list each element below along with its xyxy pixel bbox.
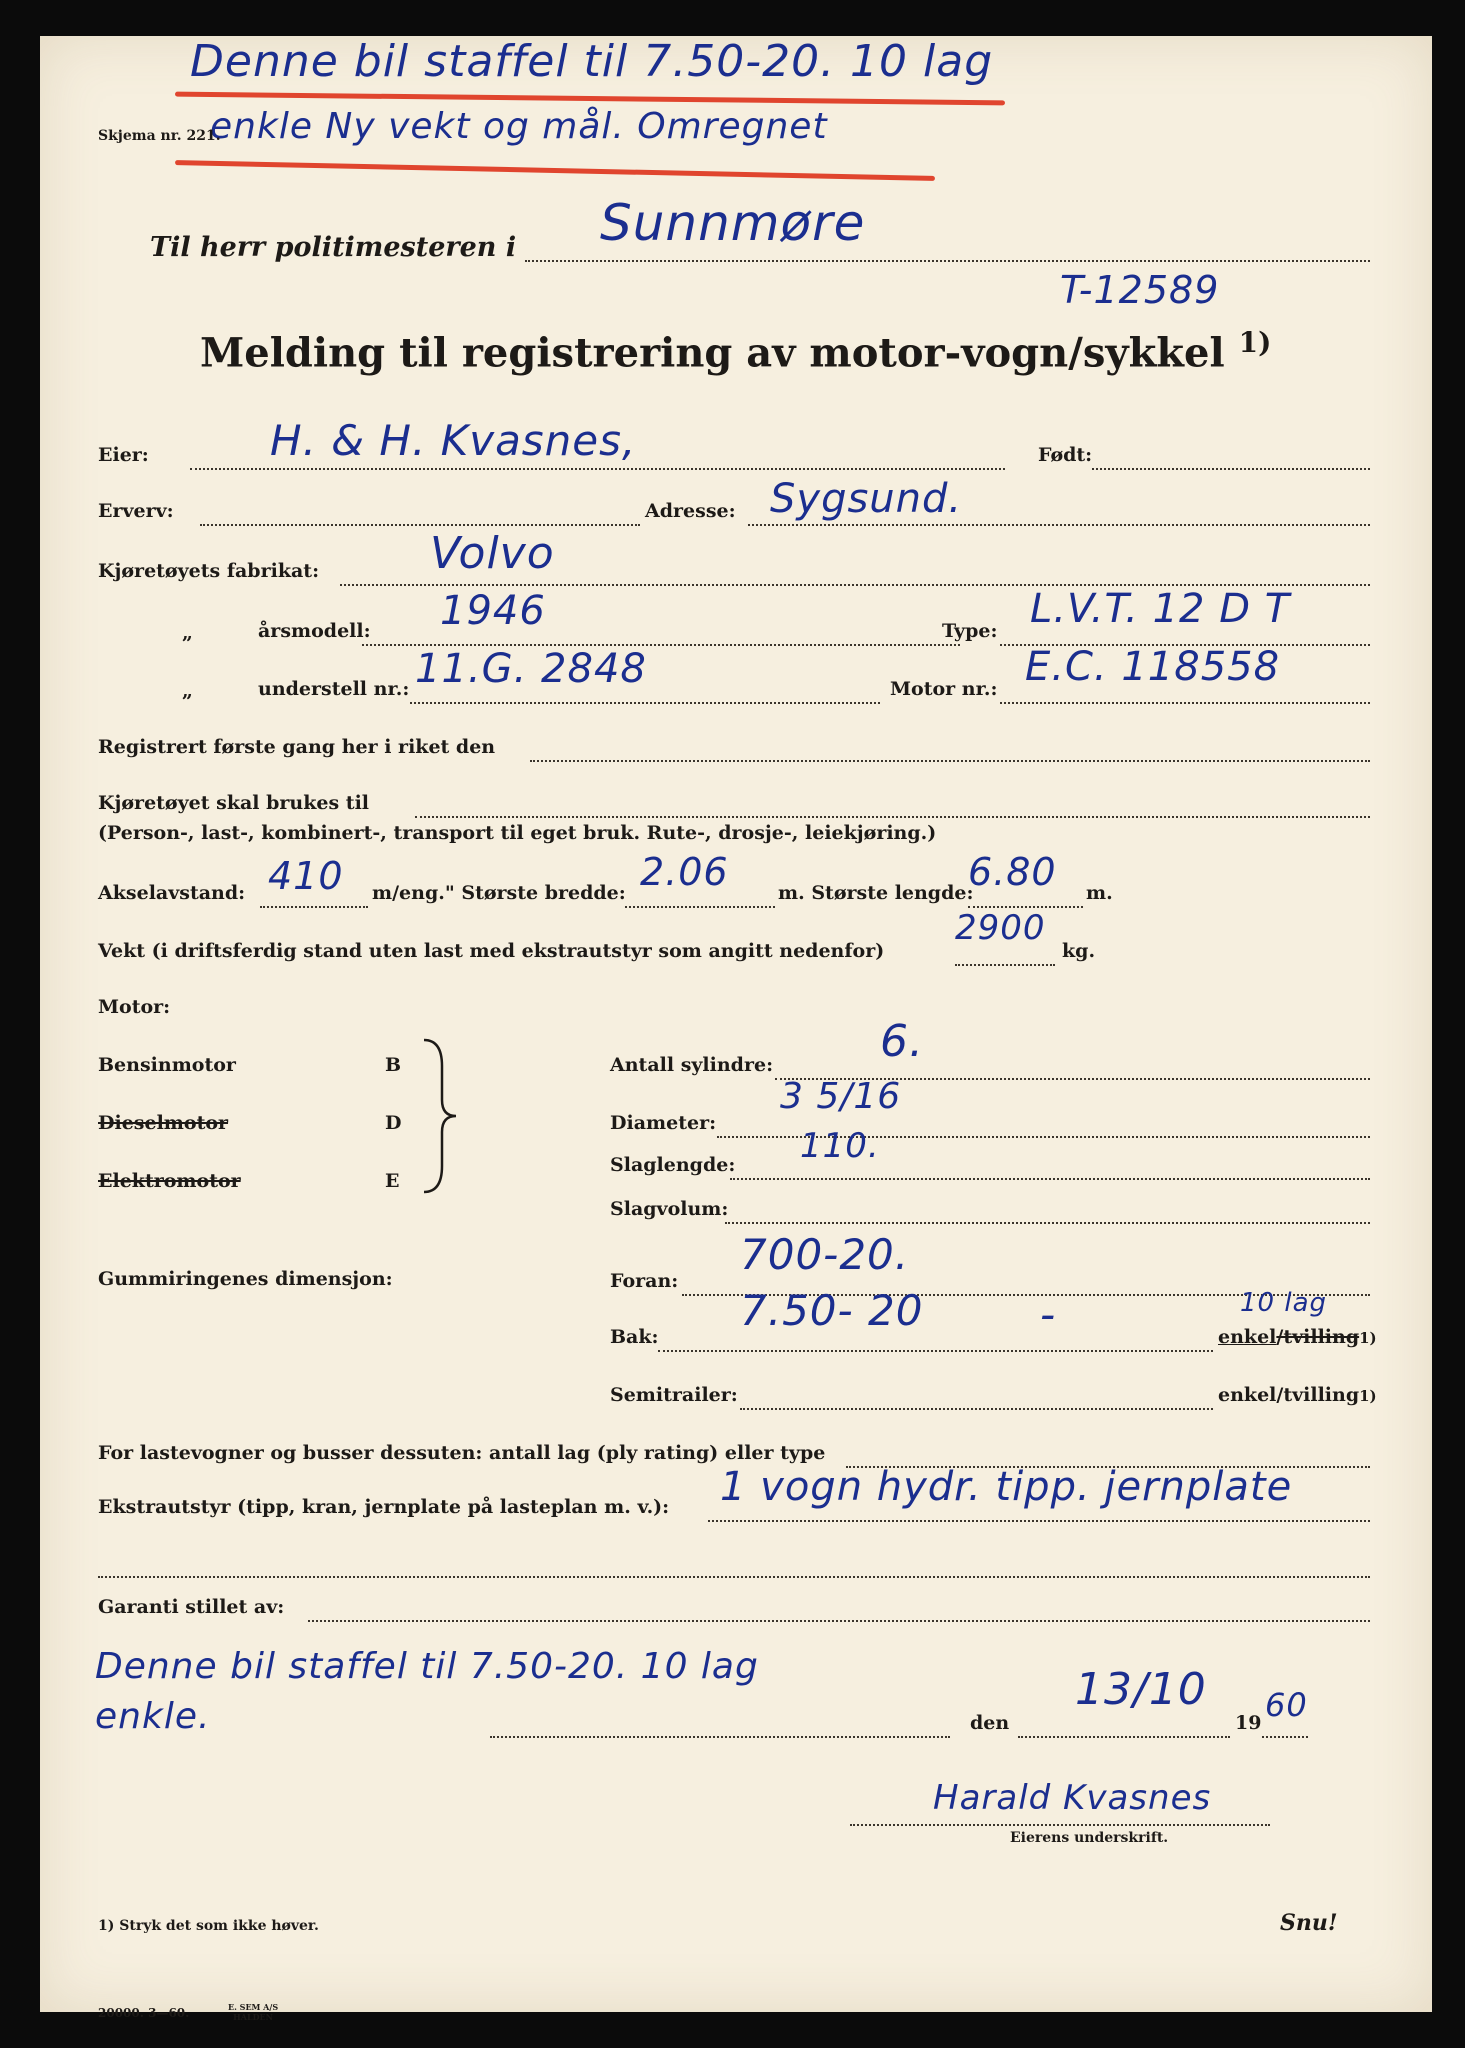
printer-name-line2: HALDEN: [233, 2012, 273, 2022]
ekstra-dotline: [708, 1520, 1370, 1522]
vekt-dotline: [955, 964, 1055, 966]
erverv-label: Erverv:: [98, 500, 174, 522]
slaglengde-dotline: [730, 1178, 1370, 1180]
brukes-hint: (Person-, last-, kombinert-, transport til eget bruk. Rute-, drosje-, leiekjøring.): [98, 822, 937, 844]
owner-signature: Harald Kvasnes: [933, 1778, 1212, 1818]
file-number: T-12589: [1060, 268, 1220, 312]
bredde-dotline: [625, 906, 775, 908]
vekt-unit: kg.: [1062, 940, 1096, 962]
semi-label: Semitrailer:: [610, 1384, 738, 1406]
bottom-note-line2: enkle.: [95, 1696, 211, 1737]
bredde-unit: m. Største lengde:: [778, 882, 974, 904]
aksel-unit: m/eng." Største bredde:: [372, 882, 626, 904]
bottom-note-line1: Denne bil staffel til 7.50-20. 10 lag: [95, 1646, 759, 1687]
ekstra-label: Ekstrautstyr (tipp, kran, jernplate på lasteplan m. v.):: [98, 1496, 670, 1518]
garanti-dotline: [308, 1620, 1370, 1622]
semi-suffix: [1218, 1384, 1377, 1406]
bredde-value: 2.06: [640, 850, 729, 894]
printer-name-line1: E. SEM A/S: [228, 2002, 279, 2012]
eier-label: Eier:: [98, 444, 149, 466]
motornr-dotline: [1000, 702, 1370, 704]
lengde-value: 6.80: [968, 850, 1057, 894]
fodt-dotline: [1092, 468, 1370, 470]
form-code: Skjema nr. 221.: [98, 128, 221, 144]
garanti-label: Garanti stillet av:: [98, 1596, 285, 1618]
bak-label: Bak:: [610, 1326, 659, 1348]
semi-suffix-note: 1): [1359, 1387, 1377, 1405]
adresse-label: Adresse:: [645, 500, 736, 522]
understell-value: 11.G. 2848: [415, 646, 647, 692]
adresse-dotline: [748, 524, 1370, 526]
addressee-value: Sunnmøre: [600, 194, 866, 252]
slaglengde-label: Slaglengde:: [610, 1154, 736, 1176]
ditto-mark-2: „: [182, 680, 193, 702]
motor-label: Motor:: [98, 996, 171, 1018]
motornr-label: Motor nr.:: [890, 678, 998, 700]
year-dotline: [1262, 1736, 1308, 1738]
form-sheet: [40, 36, 1432, 2022]
top-note-line1: Denne bil staffel til 7.50-20. 10 lag: [190, 36, 994, 87]
registrert-label: Registrert første gang her i riket den: [98, 736, 496, 758]
understell-label: understell nr.:: [258, 678, 410, 700]
addressee-dotline: [525, 260, 1370, 262]
title-text: Melding til registrering av motor-vogn/sykkel: [200, 329, 1225, 377]
ekstra-value: 1 vogn hydr. tipp. jernplate: [720, 1464, 1293, 1510]
bak-suffix-enkel: enkel: [1218, 1326, 1277, 1348]
registrert-dotline: [530, 760, 1370, 762]
year-value: 60: [1265, 1686, 1308, 1724]
elektro-label: Elektromotor: [98, 1170, 241, 1192]
foran-value: 700-20.: [740, 1230, 910, 1279]
printer-code: 20000. 3—60.: [98, 2006, 190, 2020]
aksel-value: 410: [268, 854, 344, 898]
title-note: 1): [1238, 326, 1272, 359]
diameter-label: Diameter:: [610, 1112, 717, 1134]
den-label: den: [970, 1712, 1010, 1734]
eier-value: H. & H. Kvasnes,: [270, 416, 637, 465]
foran-label: Foran:: [610, 1270, 679, 1292]
bak-note: 10 lag: [1240, 1288, 1328, 1318]
bak-value: 7.50- 20: [740, 1286, 924, 1335]
diesel-code: D: [385, 1112, 402, 1134]
bak-suffix-tvilling: /tvilling: [1276, 1326, 1360, 1348]
eier-dotline: [190, 468, 1005, 470]
diesel-label: Dieselmotor: [98, 1112, 229, 1134]
signature-dotline: [850, 1824, 1270, 1826]
aksel-label: Akselavstand:: [98, 882, 246, 904]
type-label: Type:: [942, 620, 998, 642]
type-value: L.V.T. 12 D T: [1030, 586, 1291, 632]
bensin-label: Bensinmotor: [98, 1054, 236, 1076]
place-dotline: [490, 1736, 950, 1738]
sylindre-label: Antall sylindre:: [610, 1054, 774, 1076]
bak-suffix: [1218, 1326, 1377, 1348]
arsmodell-value: 1946: [440, 588, 546, 634]
erverv-dotline: [200, 524, 640, 526]
bak-suffix-note: 1): [1359, 1329, 1377, 1347]
adresse-value: Sygsund.: [770, 476, 963, 522]
elektro-code: E: [385, 1170, 400, 1192]
sylindre-value: 6.: [880, 1016, 924, 1067]
bak-dotline: [658, 1350, 1213, 1352]
understell-dotline: [410, 702, 880, 704]
printer-name: [228, 2002, 278, 2022]
lengde-unit: m.: [1086, 882, 1113, 904]
signature-caption: Eierens underskrift.: [1010, 1830, 1169, 1846]
motor-brace: [420, 1036, 460, 1196]
red-underline-1: [175, 92, 1005, 106]
gummi-label: Gummiringenes dimensjon:: [98, 1268, 393, 1290]
slaglengde-value: 110.: [800, 1126, 880, 1166]
diameter-value: 3 5/16: [780, 1076, 902, 1117]
semi-dotline: [740, 1408, 1213, 1410]
form-title: [200, 326, 1271, 376]
fabrikat-label: Kjøretøyets fabrikat:: [98, 560, 320, 582]
date-value: 13/10: [1075, 1664, 1207, 1715]
bensin-code: B: [385, 1054, 402, 1076]
lastevogner-label: For lastevogner og busser dessuten: antall lag (ply rating) eller type: [98, 1442, 826, 1464]
vekt-label: Vekt (i driftsferdig stand uten last med ekstrautstyr som angitt nedenfor): [98, 940, 885, 962]
addressee-label: Til herr politimesteren i: [150, 232, 517, 263]
arsmodell-label: årsmodell:: [258, 620, 371, 642]
snu-label: Snu!: [1280, 1910, 1338, 1936]
red-underline-2: [175, 160, 935, 181]
aksel-dotline: [260, 906, 368, 908]
ditto-mark-1: „: [182, 622, 193, 644]
footnote: 1) Stryk det som ikke høver.: [98, 1918, 319, 1934]
fabrikat-value: Volvo: [430, 528, 555, 579]
motornr-value: E.C. 118558: [1025, 644, 1281, 690]
top-note-line2: enkle Ny vekt og mål. Omregnet: [210, 106, 828, 147]
date-dotline: [1018, 1736, 1230, 1738]
vekt-value: 2900: [955, 908, 1046, 948]
brukes-dotline: [415, 816, 1370, 818]
semi-suffix-text: enkel/tvilling: [1218, 1384, 1360, 1406]
year-prefix: 19: [1235, 1712, 1262, 1734]
fodt-label: Født:: [1038, 444, 1093, 466]
bak-dash: -: [1040, 1290, 1057, 1339]
slagvolum-label: Slagvolum:: [610, 1198, 729, 1220]
brukes-label: Kjøretøyet skal brukes til: [98, 792, 370, 814]
ekstra-dotline-2: [98, 1576, 1370, 1578]
slagvolum-dotline: [725, 1222, 1370, 1224]
